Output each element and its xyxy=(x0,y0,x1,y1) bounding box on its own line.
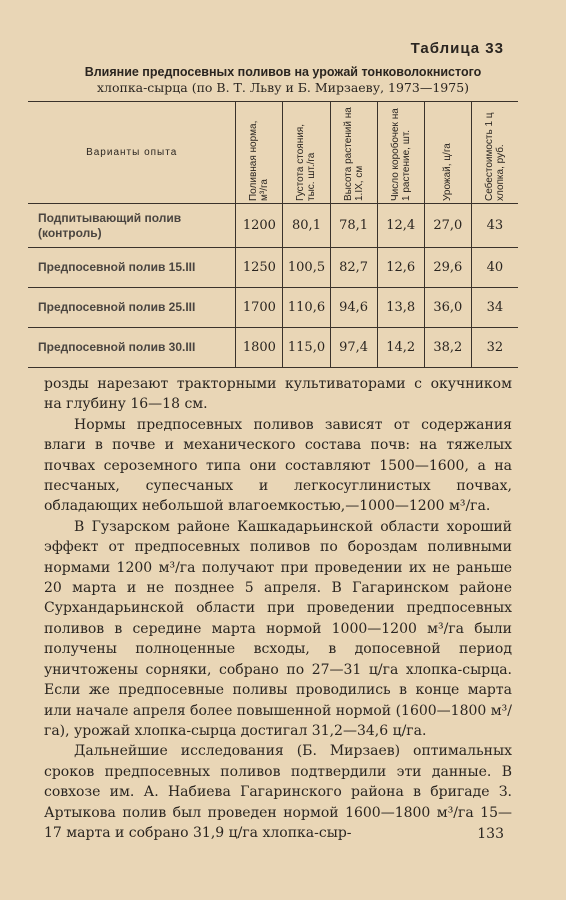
cell: 13,8 xyxy=(377,288,424,328)
cell: 100,5 xyxy=(283,248,330,288)
cell: 14,2 xyxy=(377,328,424,368)
cell: 34 xyxy=(471,288,518,328)
table-caption-line1: Влияние предпосевных поливов на урожай тонковолокнистого xyxy=(84,65,482,79)
paragraph: розды нарезают тракторными культиваторами с окучником на глубину 16—18 см. xyxy=(44,376,512,413)
column-header-cost: Себестоимость 1 ц хлопка, руб. xyxy=(471,102,518,204)
data-table xyxy=(28,101,518,368)
table-caption-line2: хлопка-сырца (по В. Т. Льву и Б. Мирзаеву, 1973—1975) xyxy=(96,80,470,95)
page-number: 133 xyxy=(477,826,504,842)
cell: 97,4 xyxy=(330,328,377,368)
body-text xyxy=(44,374,512,843)
variant-column-header: Варианты опыта xyxy=(28,102,236,204)
column-header-yield: Урожай, ц/га xyxy=(424,102,471,204)
cell: 40 xyxy=(471,248,518,288)
cell: 94,6 xyxy=(330,288,377,328)
cell: 78,1 xyxy=(330,204,377,248)
cell: 43 xyxy=(471,204,518,248)
cell: 1800 xyxy=(236,328,283,368)
cell: 115,0 xyxy=(283,328,330,368)
cell: 27,0 xyxy=(424,204,471,248)
cell: 1250 xyxy=(236,248,283,288)
cell: 36,0 xyxy=(424,288,471,328)
cell: 12,4 xyxy=(377,204,424,248)
cell: 12,6 xyxy=(377,248,424,288)
table-row xyxy=(28,204,518,248)
paragraph: Дальнейшие исследования (Б. Мирзаев) оптимальных сроков предпосевных поливов подтвердили эти данные. В совхозе им. А. Набиева Гагаринского района в бригаде З. Артыкова полив был проведен нормой 1600—1800 м³/га 15—17 марта и собрано 31,9 ц/га хлопка-сыр- xyxy=(44,743,512,841)
row-label: Предпосевной полив 30.III xyxy=(28,328,236,368)
row-label: Подпитывающий полив (контроль) xyxy=(28,204,236,248)
table-row xyxy=(28,328,518,368)
paragraph: Нормы предпосевных поливов зависят от содержания влаги в почве и механического состава почв: на тяжелых почвах сероземного типа они составляют 1500—1600, а на песчаных, супесчаных и легкосуглинистых почвах, обладающих небольшой влагоемкостью,—1000—1200 м³/га. xyxy=(44,416,512,515)
table-row xyxy=(28,248,518,288)
cell: 80,1 xyxy=(283,204,330,248)
cell: 110,6 xyxy=(283,288,330,328)
column-header-bolls: Число коробочек на 1 растение, шт. xyxy=(377,102,424,204)
cell: 32 xyxy=(471,328,518,368)
column-header-height: Высота растений на 1.IX, см xyxy=(330,102,377,204)
cell: 1700 xyxy=(236,288,283,328)
row-label: Предпосевной полив 15.III xyxy=(28,248,236,288)
paragraph: В Гузарском районе Кашкадарьинской области хороший эффект от предпосевных поливов по бороздам поливными нормами 1200 м³/га получают при проведении их не раньше 20 марта и не позднее 5 апреля. В Гагаринском районе Сурхандарьинской области при проведении предпосевных поливов в середине марта нормой 1000—1200 м³/га были получены полноценные всходы, в допосевной период уничтожены сорняки, собрано по 27—31 ц/га хлопка-сырца. Если же предпосевные поливы проводились в конце марта или начале апреля более повышенной нормой (1600—1800 м³/га), урожай хлопка-сырца достигал 31,2—34,6 ц/га. xyxy=(44,518,512,739)
column-header-norm: Поливная норма, м³/га xyxy=(236,102,283,204)
table-header-row xyxy=(28,102,518,204)
cell: 29,6 xyxy=(424,248,471,288)
cell: 1200 xyxy=(236,204,283,248)
table-number: Таблица 33 xyxy=(410,40,504,57)
cell: 82,7 xyxy=(330,248,377,288)
cell: 38,2 xyxy=(424,328,471,368)
table-row xyxy=(28,288,518,328)
column-header-density: Густота стояния, тыс. шт./га xyxy=(283,102,330,204)
row-label: Предпосевной полив 25.III xyxy=(28,288,236,328)
